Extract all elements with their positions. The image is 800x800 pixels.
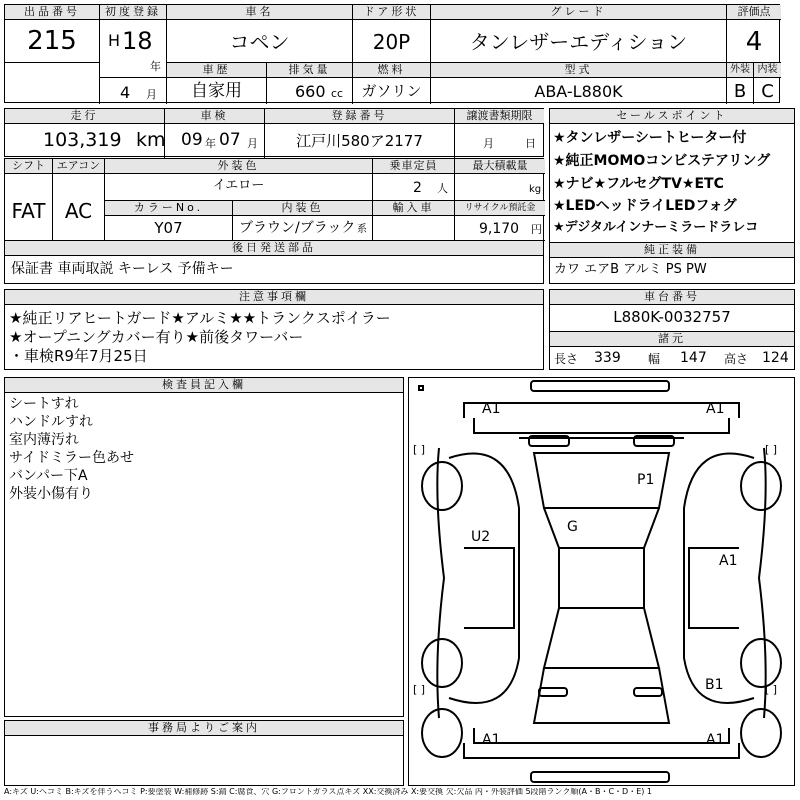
damage-mark-rear-right-bottom: A1: [706, 732, 725, 748]
grade: タンレザーエディション: [469, 30, 688, 54]
interior-label: 内装: [754, 63, 781, 78]
damage-mark-roof: G: [567, 519, 578, 535]
shift-label: シフト: [5, 159, 52, 174]
color-number-label: カラーNo.: [105, 201, 232, 216]
model-code-label: 型式: [431, 63, 726, 78]
inspector-note: バンパー下A: [9, 468, 88, 484]
office-notice-label: 事務局よりご案内: [5, 721, 403, 736]
height: 124: [762, 350, 789, 366]
registration-month: 4: [120, 83, 131, 102]
car-name: コペン: [229, 30, 290, 54]
fuel: ガソリン: [361, 82, 422, 100]
plate-number: 江戸川580ア2177: [296, 132, 423, 150]
height-label: 高さ: [724, 352, 749, 366]
damage-mark-rear-right: B1: [705, 677, 724, 693]
mileage: 103,319: [43, 129, 122, 151]
color: イエロー: [212, 178, 265, 193]
note-line: ★純正リアヒートガード★アルミ★★トランクスポイラー: [9, 309, 391, 327]
bracket-mark: [ ]: [765, 443, 778, 456]
door-type-label: ドア形状: [353, 5, 430, 20]
exterior-label: 外装: [727, 63, 753, 78]
notes-label: 注意事項欄: [5, 290, 543, 305]
interior-color-label: 内装色: [233, 201, 372, 216]
displacement-label: 排気量: [267, 63, 352, 78]
transfer-deadline-label: 譲渡書類期限: [455, 109, 544, 124]
chassis-block: [549, 289, 795, 370]
width-label: 幅: [648, 352, 661, 366]
plate-label: 登録番号: [265, 109, 454, 124]
inspection-label: 車検: [165, 109, 264, 124]
displacement: 660: [295, 82, 326, 101]
history: 自家用: [191, 81, 242, 101]
damage-mark-rear-left: A1: [482, 732, 501, 748]
bracket-mark: [ ]: [413, 683, 426, 696]
color-label: 外装色: [105, 159, 372, 174]
damage-mark-left-side: U2: [471, 529, 491, 545]
header-block: [4, 4, 780, 103]
damage-mark-right-side: A1: [719, 553, 738, 569]
shift: FAT: [11, 199, 46, 223]
registration-row: [4, 108, 544, 157]
month-unit: 月: [146, 88, 157, 101]
interior-color: ブラウン/ブラック: [239, 220, 356, 236]
transfer-day-unit: 日: [525, 137, 536, 150]
equipment: カワ エアB アルミ PS PW: [554, 262, 707, 277]
mileage-unit: km: [136, 129, 166, 151]
chassis-number: L880K-0032757: [613, 308, 731, 326]
inspector-note: ハンドルすれ: [9, 414, 93, 430]
car-name-label: 車名: [167, 5, 352, 20]
inspector-note: サイドミラー色あせ: [9, 450, 135, 466]
sales-point: ★タンレザーシートヒーター付: [553, 130, 747, 146]
inspector-note: シートすれ: [9, 396, 79, 412]
note-line: ・車検R9年7月25日: [9, 347, 148, 365]
length-label: 長さ: [554, 352, 579, 366]
capacity-unit: 人: [437, 182, 448, 195]
displacement-unit: cc: [331, 87, 344, 100]
legend: A:キズ U:ヘコミ B:キズを伴うヘコミ P:要塗装 W:補修跡 S:錆 C:腐食、穴 G:フロントガラス点キズ XX:交換済み X:要交換 欠:欠品 内・外装評価 5段階ランク順(A・B・C・D・E) 1: [4, 788, 653, 796]
later-parts: 保証書 車両取説 キーレス 予備キー: [11, 261, 234, 277]
recycle-unit: 円: [531, 223, 542, 236]
damage-mark-front-left: A1: [482, 401, 501, 417]
note-line: ★オープニングカバー有り★前後タワーバー: [9, 328, 304, 346]
recycle-label: リサイクル預託金: [455, 201, 545, 216]
score: 4: [745, 27, 763, 57]
era: H: [108, 31, 121, 50]
car-diagram: [408, 377, 795, 786]
ac-label: エアコン: [53, 159, 104, 174]
model-code: ABA-L880K: [534, 82, 623, 101]
width: 147: [680, 350, 707, 366]
history-label: 車歴: [167, 63, 266, 78]
max-load-unit: kg: [529, 184, 542, 195]
inspector-note: 外装小傷有り: [9, 486, 93, 502]
color-number: Y07: [154, 219, 183, 237]
door-type: 20P: [372, 30, 411, 54]
chassis-number-label: 車台番号: [550, 290, 794, 305]
damage-mark-hood: P1: [637, 472, 655, 488]
sales-point: ★ナビ★フルセグTV★ETC: [553, 176, 724, 192]
sales-point: ★LEDヘッドライLEDフォグ: [553, 198, 737, 214]
spec-block: [4, 158, 544, 284]
year-unit: 年: [150, 60, 161, 73]
capacity: 2: [413, 180, 422, 196]
inspector-label: 検査員記入欄: [5, 378, 403, 393]
interior-score: C: [761, 81, 774, 102]
lot-number-label: 出品番号: [5, 5, 99, 20]
length: 339: [594, 350, 621, 366]
mileage-label: 走行: [5, 109, 164, 124]
inspection-month: 07: [219, 130, 241, 150]
car-outline-svg: [409, 378, 794, 785]
transfer-month-unit: 月: [483, 137, 494, 150]
ac: AC: [64, 199, 93, 223]
interior-color-suffix: 系: [357, 224, 367, 235]
exterior-score: B: [733, 81, 747, 102]
later-parts-label: 後日発送部品: [5, 241, 543, 256]
sales-point: ★純正MOMOコンビステアリング: [553, 153, 771, 169]
inspector-block: [4, 377, 404, 717]
lot-number: 215: [27, 26, 77, 56]
bracket-mark: [ ]: [413, 443, 426, 456]
registration-year: 18: [122, 27, 153, 55]
damage-mark-front-right: A1: [706, 401, 725, 417]
grade-label: グレード: [431, 5, 726, 20]
equipment-label: 純正装備: [550, 242, 794, 258]
max-load-label: 最大積載量: [455, 159, 545, 174]
office-notice-block: [4, 720, 404, 786]
sales-points-block: [549, 108, 795, 284]
first-registration-label: 初度登録: [100, 5, 166, 20]
capacity-label: 乗車定員: [373, 159, 454, 174]
import-label: 輸入車: [373, 201, 454, 216]
sales-point: ★デジタルインナーミラードラレコ: [553, 220, 759, 235]
bracket-mark: [ ]: [765, 683, 778, 696]
inspection-year: 09: [181, 130, 203, 150]
sales-points-label: セールスポイント: [550, 109, 794, 124]
score-label: 評価点: [727, 5, 781, 20]
inspection-month-unit: 月: [247, 137, 258, 150]
recycle-fee: 9,170: [479, 221, 520, 237]
inspection-year-unit: 年: [205, 137, 216, 150]
inspector-note: 室内薄汚れ: [9, 432, 79, 448]
fuel-label: 燃料: [353, 63, 430, 78]
notes-block: [4, 289, 544, 370]
specs-label: 諸元: [550, 331, 794, 347]
